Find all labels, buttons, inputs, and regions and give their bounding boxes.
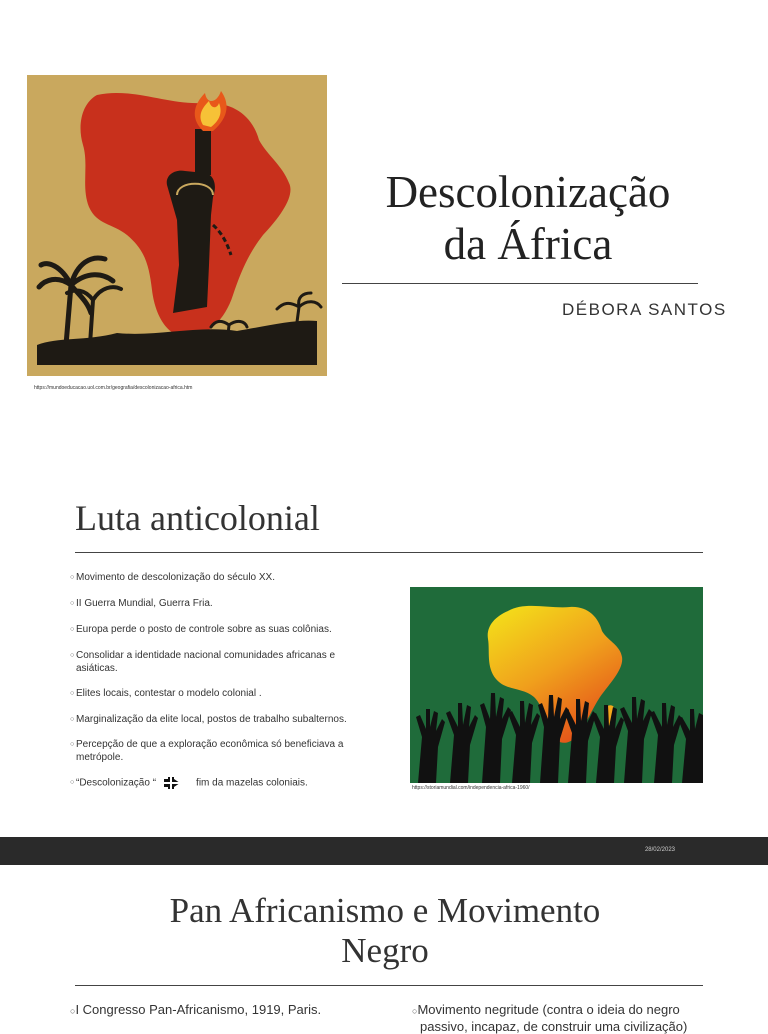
double-arrow-icon	[162, 776, 182, 790]
title-line-1: Pan Africanismo e Movimento	[169, 891, 601, 930]
africa-liberation-image	[27, 75, 327, 376]
bullet-marker: ○	[70, 574, 75, 581]
title-line-2: da África	[443, 219, 613, 269]
title-divider	[342, 283, 698, 284]
bullet-text: Marginalização da elite local, postos de trabalho subalternos.	[76, 714, 347, 725]
list-item	[70, 623, 370, 636]
list-item	[70, 1002, 321, 1017]
content-slide-luta-anticolonial	[0, 455, 768, 837]
list-item	[70, 687, 370, 700]
slide-date: 28/02/2023	[644, 847, 675, 853]
author-name: DÉBORA SANTOS	[562, 300, 727, 319]
slide-title: Luta anticolonial	[75, 498, 320, 538]
list-item	[70, 776, 370, 790]
bullet-prefix: “Descolonização “	[76, 777, 157, 789]
africa-raised-hands-image	[410, 587, 703, 783]
title-slide	[0, 0, 768, 430]
list-item	[70, 597, 370, 610]
bullet-marker: ○	[70, 716, 75, 723]
bullet-marker: ○	[70, 600, 75, 607]
bullet-text: Movimento negritude (contra o ideia do negro	[417, 1002, 680, 1017]
presentation-title	[343, 166, 713, 270]
bullet-text: Consolidar a identidade nacional comunidades africanas e asiáticas.	[76, 650, 336, 674]
bullet-marker: ○	[70, 652, 75, 659]
bullet-marker: ○	[70, 779, 75, 786]
title-divider	[75, 552, 703, 553]
list-item	[70, 738, 370, 764]
bullet-text: Movimento de descolonização do século XX.	[76, 572, 276, 583]
slide-title	[100, 891, 670, 971]
africa-raised-hands-icon	[410, 587, 703, 783]
slide-footer-bar	[0, 837, 768, 865]
bullet-marker: ○	[70, 1006, 76, 1016]
title-divider	[75, 985, 703, 986]
bullet-marker: ○	[412, 1006, 418, 1016]
image-credit[interactable]: https://mundoeducacao.uol.com.br/geografia/descolonizacao-africa.htm	[34, 385, 193, 391]
list-item	[70, 713, 370, 726]
list-item	[70, 571, 370, 584]
bullet-text: Elites locais, contestar o modelo colonial .	[76, 688, 262, 699]
bullet-marker: ○	[70, 626, 75, 633]
bullet-text: II Guerra Mundial, Guerra Fria.	[76, 598, 213, 609]
bullet-suffix: fim da mazelas coloniais.	[196, 777, 308, 789]
image-credit[interactable]: https://storiamundial.com/independencia-africa-1960/	[412, 785, 530, 791]
bullet-text: Europa perde o posto de controle sobre as suas colônias.	[76, 624, 332, 635]
bullet-text-continued: passivo, incapaz, de construir uma civilização)	[420, 1019, 688, 1034]
title-line-2: Negro	[341, 931, 429, 970]
bullet-text: I Congresso Pan-Africanismo, 1919, Paris.	[75, 1002, 322, 1017]
list-item	[70, 649, 370, 675]
bullet-marker: ○	[70, 690, 75, 697]
bullet-marker: ○	[70, 741, 75, 748]
title-line-1: Descolonização	[385, 167, 671, 217]
bullet-text: Percepção de que a exploração econômica só beneficiava a metrópole.	[76, 739, 344, 763]
africa-torch-chained-fist-icon	[27, 75, 327, 376]
list-item	[412, 1002, 707, 1034]
bullet-list	[70, 571, 370, 803]
content-slide-pan-africanismo	[0, 865, 768, 1034]
